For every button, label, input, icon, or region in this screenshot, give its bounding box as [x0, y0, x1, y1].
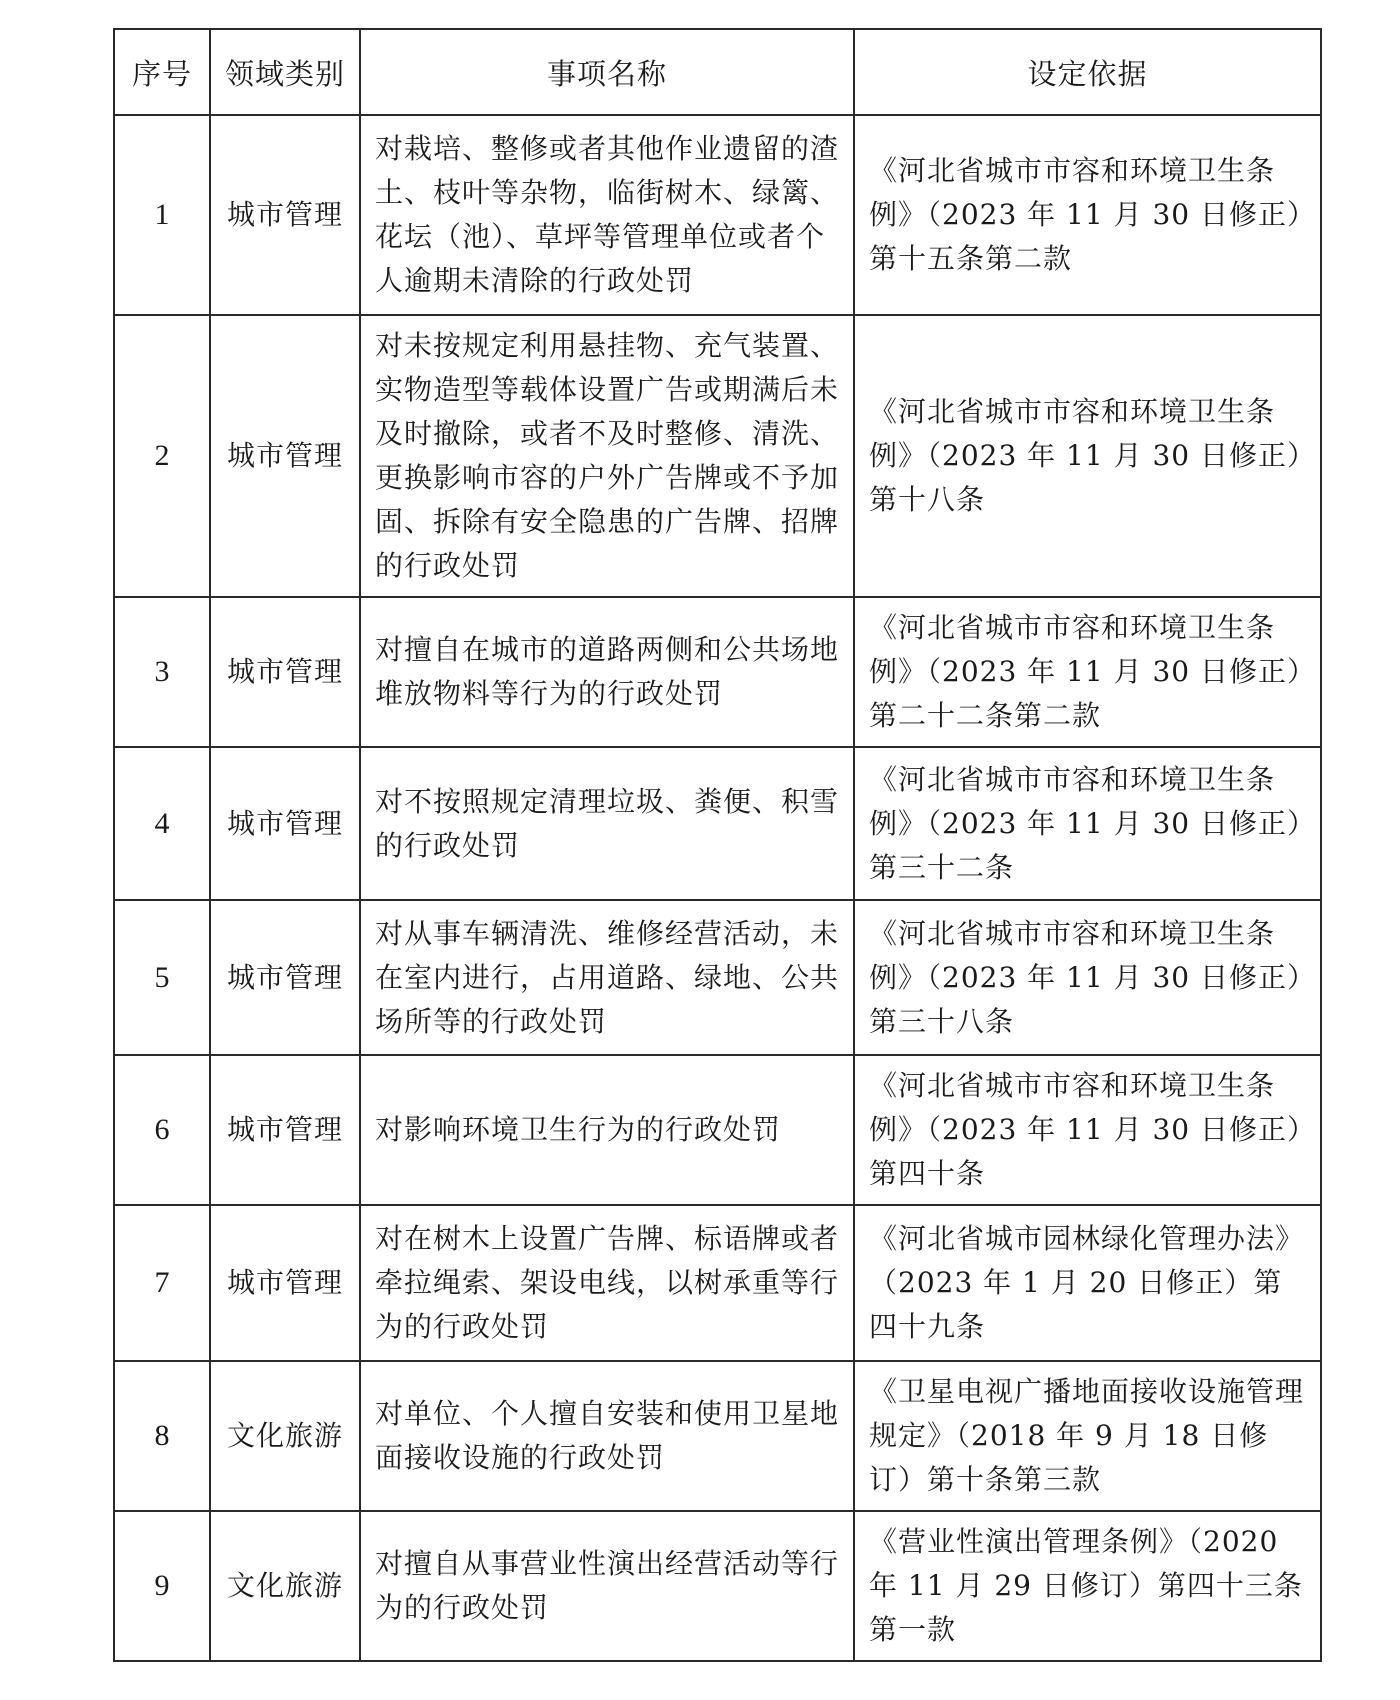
row-item: 对从事车辆清洗、维修经营活动，未在室内进行，占用道路、绿地、公共场所等的行政处罚	[360, 900, 854, 1055]
table-row	[114, 1205, 1321, 1361]
row-domain: 城市管理	[210, 1055, 360, 1205]
row-basis: 《卫星电视广播地面接收设施管理规定》（2018 年 9 月 18 日修订）第十条第三款	[854, 1361, 1321, 1511]
row-number: 6	[114, 1055, 210, 1205]
table-header-row	[114, 29, 1321, 115]
table-row	[114, 597, 1321, 747]
row-number: 9	[114, 1511, 210, 1661]
table-row	[114, 115, 1321, 315]
header-domain: 领域类别	[210, 29, 360, 115]
row-basis: 《河北省城市市容和环境卫生条例》（2023 年 11 月 30 日修正）第四十条	[854, 1055, 1321, 1205]
row-item: 对不按照规定清理垃圾、粪便、积雪的行政处罚	[360, 747, 854, 900]
row-basis: 《河北省城市市容和环境卫生条例》（2023 年 11 月 30 日修正）第十八条	[854, 315, 1321, 597]
row-item: 对在树木上设置广告牌、标语牌或者牵拉绳索、架设电线，以树承重等行为的行政处罚	[360, 1205, 854, 1361]
table-row	[114, 900, 1321, 1055]
row-domain: 城市管理	[210, 1205, 360, 1361]
table-row	[114, 1511, 1321, 1661]
row-basis: 《河北省城市市容和环境卫生条例》（2023 年 11 月 30 日修正）第三十二条	[854, 747, 1321, 900]
row-domain: 文化旅游	[210, 1511, 360, 1661]
penalty-items-table-container	[113, 28, 1320, 1662]
row-domain: 文化旅游	[210, 1361, 360, 1511]
row-domain: 城市管理	[210, 315, 360, 597]
header-basis: 设定依据	[854, 29, 1321, 115]
table-row	[114, 1055, 1321, 1205]
row-basis: 《河北省城市市容和环境卫生条例》（2023 年 11 月 30 日修正）第十五条第二款	[854, 115, 1321, 315]
row-number: 7	[114, 1205, 210, 1361]
row-item: 对未按规定利用悬挂物、充气装置、实物造型等载体设置广告或期满后未及时撤除，或者不及时整修、清洗、更换影响市容的户外广告牌或不予加固、拆除有安全隐患的广告牌、招牌的行政处罚	[360, 315, 854, 597]
row-basis: 《河北省城市园林绿化管理办法》（2023 年 1 月 20 日修正）第四十九条	[854, 1205, 1321, 1361]
row-basis: 《河北省城市市容和环境卫生条例》（2023 年 11 月 30 日修正）第三十八条	[854, 900, 1321, 1055]
row-domain: 城市管理	[210, 900, 360, 1055]
row-item: 对栽培、整修或者其他作业遗留的渣土、枝叶等杂物，临街树木、绿篱、花坛（池）、草坪等管理单位或者个人逾期未清除的行政处罚	[360, 115, 854, 315]
row-domain: 城市管理	[210, 597, 360, 747]
row-number: 8	[114, 1361, 210, 1511]
row-number: 3	[114, 597, 210, 747]
header-item: 事项名称	[360, 29, 854, 115]
row-number: 2	[114, 315, 210, 597]
table-row	[114, 1361, 1321, 1511]
row-item: 对影响环境卫生行为的行政处罚	[360, 1055, 854, 1205]
row-item: 对单位、个人擅自安装和使用卫星地面接收设施的行政处罚	[360, 1361, 854, 1511]
row-basis: 《营业性演出管理条例》（2020 年 11 月 29 日修订）第四十三条第一款	[854, 1511, 1321, 1661]
row-domain: 城市管理	[210, 115, 360, 315]
row-basis: 《河北省城市市容和环境卫生条例》（2023 年 11 月 30 日修正）第二十二条第二款	[854, 597, 1321, 747]
penalty-items-table	[113, 28, 1322, 1662]
row-number: 1	[114, 115, 210, 315]
row-domain: 城市管理	[210, 747, 360, 900]
table-row	[114, 315, 1321, 597]
row-item: 对擅自在城市的道路两侧和公共场地堆放物料等行为的行政处罚	[360, 597, 854, 747]
row-number: 5	[114, 900, 210, 1055]
header-no: 序号	[114, 29, 210, 115]
table-row	[114, 747, 1321, 900]
row-number: 4	[114, 747, 210, 900]
row-item: 对擅自从事营业性演出经营活动等行为的行政处罚	[360, 1511, 854, 1661]
